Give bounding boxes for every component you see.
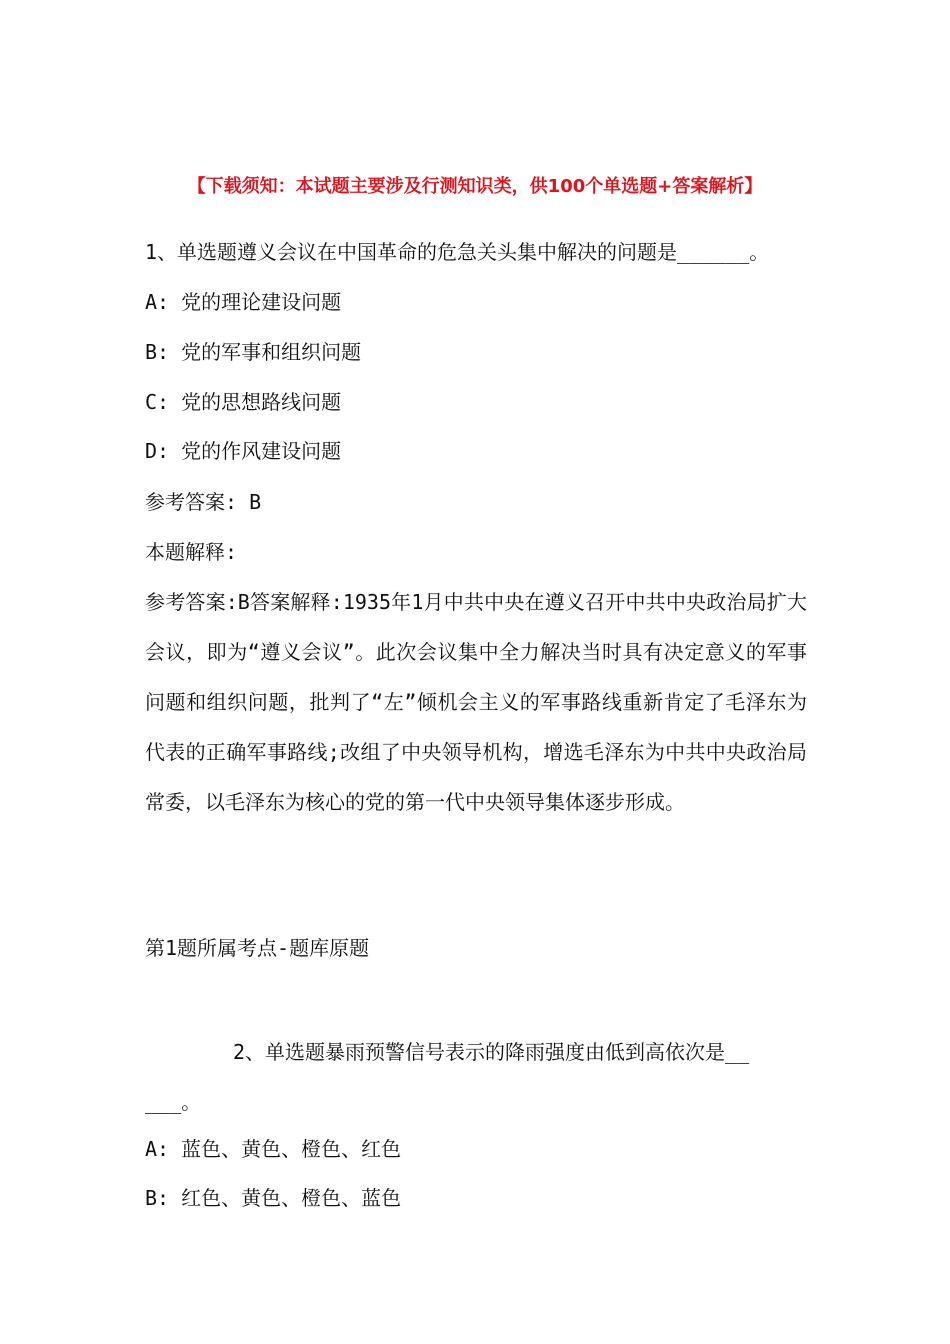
question-1-explanation: 参考答案:B答案解释:1935年1月中共中央在遵义召开中共中央政治局扩大会议，即为“遵义会议”。此次会议集中全力解决当时具有决定意义的军事问题和组织问题，批判了“左”倾机会主义的军事路线重新肯定了毛泽东为代表的正确军事路线;改组了中央领导机构，增选毛泽东为中共中央政治局常委，以毛泽东为核心的党的第一代中央领导集体逐步形成。: [145, 590, 807, 814]
question-2-stem-line-2: ___。: [145, 1090, 202, 1114]
question-1-option-c: C: 党的思想路线问题: [145, 390, 342, 414]
question-1-option-d: D: 党的作风建设问题: [145, 439, 342, 463]
question-2-option-a: A: 蓝色、黄色、橙色、红色: [145, 1137, 402, 1161]
question-1-option-b: B: 党的军事和组织问题: [145, 340, 362, 364]
question-2-option-b: B: 红色、黄色、橙色、蓝色: [145, 1186, 402, 1210]
question-2-stem-line-1: 2、单选题暴雨预警信号表示的降雨强度由低到高依次是__: [233, 1040, 750, 1064]
question-1-answer: 参考答案: B: [145, 490, 262, 514]
download-notice: 【下载须知：本试题主要涉及行测知识类，供100个单选题+答案解析】: [187, 176, 763, 197]
question-1-explanation-label: 本题解释:: [145, 540, 238, 564]
question-1-option-a: A: 党的理论建设问题: [145, 290, 342, 314]
question-1-source: 第1题所属考点-题库原题: [145, 936, 370, 960]
question-1-stem: 1、单选题遵义会议在中国革命的危急关头集中解决的问题是______。: [145, 240, 770, 264]
